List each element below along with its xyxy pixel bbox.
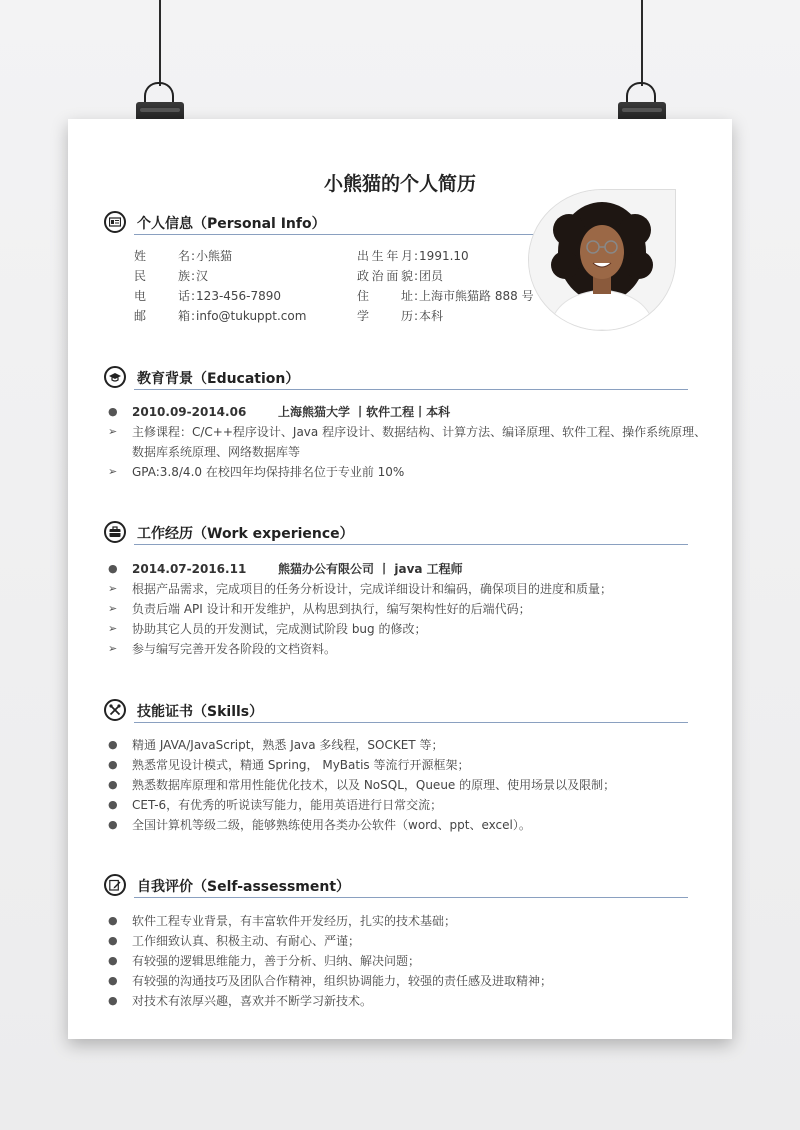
- section-education: [104, 366, 688, 394]
- hanging-string-left: [159, 0, 161, 86]
- graduation-cap-icon: [104, 366, 126, 388]
- list-item: ● 对技术有浓厚兴趣，喜欢并不断学习新技术。: [108, 994, 373, 1008]
- personal-info-right: [357, 246, 534, 326]
- info-row-email: 邮箱:info@tukuppt.com: [134, 309, 307, 323]
- list-item: ● 有较强的逻辑思维能力，善于分析、归纳、解决问题；: [108, 954, 421, 968]
- list-item: ● CET-6，有优秀的听说读写能力，能用英语进行日常交流；: [108, 798, 443, 812]
- tools-icon: [104, 699, 126, 721]
- section-divider: [134, 544, 688, 545]
- list-item: ➢ 参与编写完善开发各阶段的文档资料。: [108, 642, 337, 656]
- section-title: 个人信息（Personal Info）: [137, 216, 326, 232]
- section-header: [104, 699, 688, 727]
- info-row-degree: 学历:本科: [357, 309, 444, 323]
- section-title: 自我评价（Self-assessment）: [137, 879, 351, 895]
- info-row-ethnicity: 民族:汉: [134, 269, 209, 283]
- edit-pencil-icon: [104, 874, 126, 896]
- section-title: 技能证书（Skills）: [137, 704, 264, 720]
- education-list: [104, 402, 706, 482]
- section-header: [104, 521, 688, 549]
- section-divider: [134, 897, 688, 898]
- section-skills: [104, 699, 688, 727]
- section-divider: [134, 722, 688, 723]
- list-item: ➢ 协助其它人员的开发测试，完成测试阶段 bug 的修改；: [108, 622, 427, 636]
- hanging-string-right: [641, 0, 643, 86]
- skills-list: [104, 735, 615, 835]
- list-item: ➢ 根据产品需求，完成项目的任务分析设计，完成详细设计和编码，确保项目的进度和质量；: [108, 582, 613, 596]
- personal-info-left: [134, 246, 306, 326]
- resume-paper: [68, 119, 732, 1039]
- list-item: ● 精通 JAVA/JavaScript，熟悉 Java 多线程，SOCKET 等；: [108, 738, 444, 752]
- education-entry-header: ● 2010.09-2014.06 上海熊猫大学 丨软件工程丨本科: [108, 405, 451, 419]
- self-assessment-list: [104, 911, 552, 1011]
- resume-title: 小熊猫的个人简历: [323, 173, 476, 195]
- list-item: ● 熟悉数据库原理和常用性能优化技术，以及 NoSQL，Queue 的原理、使用场景以及限制；: [108, 778, 616, 792]
- section-header: [104, 366, 688, 394]
- list-item: ● 有较强的沟通技巧及团队合作精神，组织协调能力，较强的责任感及进取精神；: [108, 974, 553, 988]
- id-card-icon: [104, 211, 126, 233]
- info-row-birth: 出生年月:1991.10: [357, 249, 469, 263]
- section-header: [104, 874, 688, 902]
- section-divider: [134, 234, 538, 235]
- list-item: ➢ 负责后端 API 设计和开发维护，从构思到执行，编写架构性好的后端代码；: [108, 602, 531, 616]
- section-divider: [134, 389, 688, 390]
- section-work: [104, 521, 688, 549]
- section-self-assessment: [104, 874, 688, 902]
- info-row-address: 住址:上海市熊猫路 888 号: [357, 289, 534, 303]
- list-item: ➢ GPA:3.8/4.0 在校四年均保持排名位于专业前 10%: [108, 465, 405, 479]
- briefcase-icon: [104, 521, 126, 543]
- info-row-name: 姓名:小熊猫: [134, 249, 233, 263]
- list-item: ● 全国计算机等级二级，能够熟练使用各类办公软件（word、ppt、excel）。: [108, 818, 531, 832]
- profile-photo: [528, 189, 676, 331]
- info-row-phone: 电话:123-456-7890: [134, 289, 282, 303]
- list-item: ➢ 主修课程：C/C++程序设计、Java 程序设计、数据结构、计算方法、编译原理、软件工程、操作系统原理、: [108, 425, 707, 439]
- work-list: [104, 559, 612, 659]
- section-title: 工作经历（Work experience）: [137, 526, 354, 542]
- section-title: 教育背景（Education）: [137, 371, 300, 387]
- list-item: 数据库系统原理、网络数据库等: [132, 445, 301, 459]
- work-entry-header: ● 2014.07-2016.11 熊猫办公有限公司 丨 java 工程师: [108, 562, 463, 576]
- list-item: ● 工作细致认真、积极主动、有耐心、严谨；: [108, 934, 361, 948]
- info-row-political: 政治面貌:团员: [357, 269, 444, 283]
- list-item: ● 熟悉常见设计模式，精通 Spring， MyBatis 等流行开源框架；: [108, 758, 470, 772]
- list-item: ● 软件工程专业背景，有丰富软件开发经历，扎实的技术基础；: [108, 914, 457, 928]
